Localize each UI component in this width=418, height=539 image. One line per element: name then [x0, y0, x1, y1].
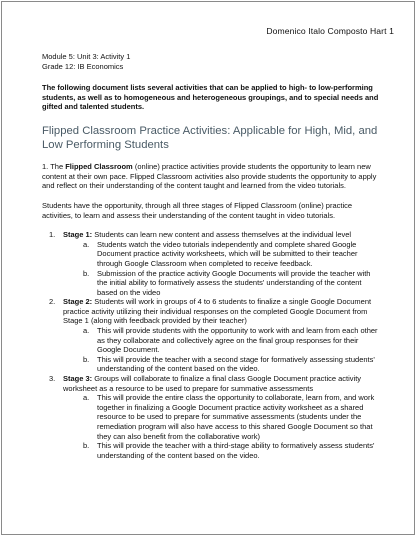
stage-text: Students will work in groups of 4 to 6 students to finalize a single Google Document practice activity utilizing their individual responses on the completed Google Document from Stage 1 (along with feedback provided by their teacher)	[63, 297, 372, 326]
document-body	[42, 52, 380, 460]
stage-item	[42, 374, 380, 460]
sub-item	[63, 269, 380, 298]
paragraph-stages-overview: Students have the opportunity, through all three stages of Flipped Classroom (online) practice activities, to learn and assess their understanding of the content taught in video tutorials.	[42, 200, 353, 220]
stage-item	[42, 230, 380, 297]
sub-item	[63, 441, 380, 460]
stage-label: Stage 3:	[63, 374, 93, 384]
stage-label: Stage 1:	[63, 230, 93, 240]
sub-text: This will provide the teacher with a third-stage ability to formatively assess students' understanding of the content based on the video.	[97, 441, 375, 460]
sub-letter: b.	[83, 441, 90, 451]
sub-letter: b.	[83, 268, 90, 278]
stage-label: Stage 2:	[63, 297, 93, 307]
sub-text: This will provide students with the opportunity to work with and learn from each other as they collaborate and collectively agree on the final group responses for their Google Document.	[97, 326, 378, 355]
page-header-author: Domenico Italo Composto Hart 1	[266, 26, 394, 36]
stages-list	[42, 230, 380, 460]
sub-text: This will provide the entire class the opportunity to collaborate, learn from, and work together in finalizing a Google Document practice activity worksheet as a shared resource to be used to prepare for summative assessments (students under the remediation program will also have access to this shared Google Document so that they can also benefit from the collaborative work)	[97, 393, 375, 441]
stage-sub-list	[63, 326, 380, 374]
stage-item	[42, 297, 380, 374]
sub-text: Students watch the video tutorials independently and complete shared Google Document practice activity worksheets, which will be submitted to their teacher through Google Classroom when completed to receive feedback.	[97, 239, 358, 268]
module-line: Module 5: Unit 3: Activity 1	[42, 52, 131, 61]
sub-letter: a.	[83, 326, 90, 336]
sub-letter: a.	[83, 393, 90, 403]
stage-text: Students can learn new content and assess themselves at the individual level	[92, 230, 352, 240]
sub-item	[63, 240, 380, 269]
stage-sub-list	[63, 393, 380, 460]
sub-letter: a.	[83, 239, 90, 249]
stage-text: Groups will collaborate to finalize a final class Google Document practice activity worksheet as a resource to be used to prepare for summative assessments	[63, 374, 362, 393]
flipped-classroom-term: Flipped Classroom	[65, 162, 133, 172]
intro-paragraph: The following document lists several activities that can be applied to high- to low-performing students, as well as to homogeneous and heterogeneous groupings, and to special needs and gifted and talented students.	[42, 83, 379, 112]
sub-text: Submission of the practice activity Google Documents will provide the teacher with the initial ability to formatively assess the students' understanding of the content based on the video	[97, 268, 371, 297]
stage-number: 1.	[49, 230, 56, 240]
sub-text: This will provide the teacher with a second stage for formatively assessing students' understanding of the content based on the video.	[97, 354, 375, 374]
paragraph-flipped-classroom	[42, 162, 380, 191]
paragraph-text: (online) practice activities provide students the opportunity to learn new content at their own pace. Flipped Classroom activities also provide students the opportunity to apply and reflect on their understanding of the content taught and learned from the video tutorials.	[42, 162, 377, 191]
document-meta	[42, 52, 380, 71]
grade-line: Grade 12: IB Economics	[42, 61, 124, 71]
stage-number: 2.	[49, 297, 56, 307]
sub-letter: b.	[83, 354, 90, 364]
stage-sub-list	[63, 240, 380, 298]
sub-item	[63, 355, 380, 374]
document-page	[1, 1, 415, 535]
sub-item	[63, 326, 380, 355]
sub-item	[63, 393, 380, 441]
section-title: Flipped Classroom Practice Activities: Applicable for High, Mid, and Low Performing Students	[42, 124, 378, 151]
stage-number: 3.	[49, 374, 56, 384]
paragraph-prefix: 1. The	[42, 162, 66, 172]
